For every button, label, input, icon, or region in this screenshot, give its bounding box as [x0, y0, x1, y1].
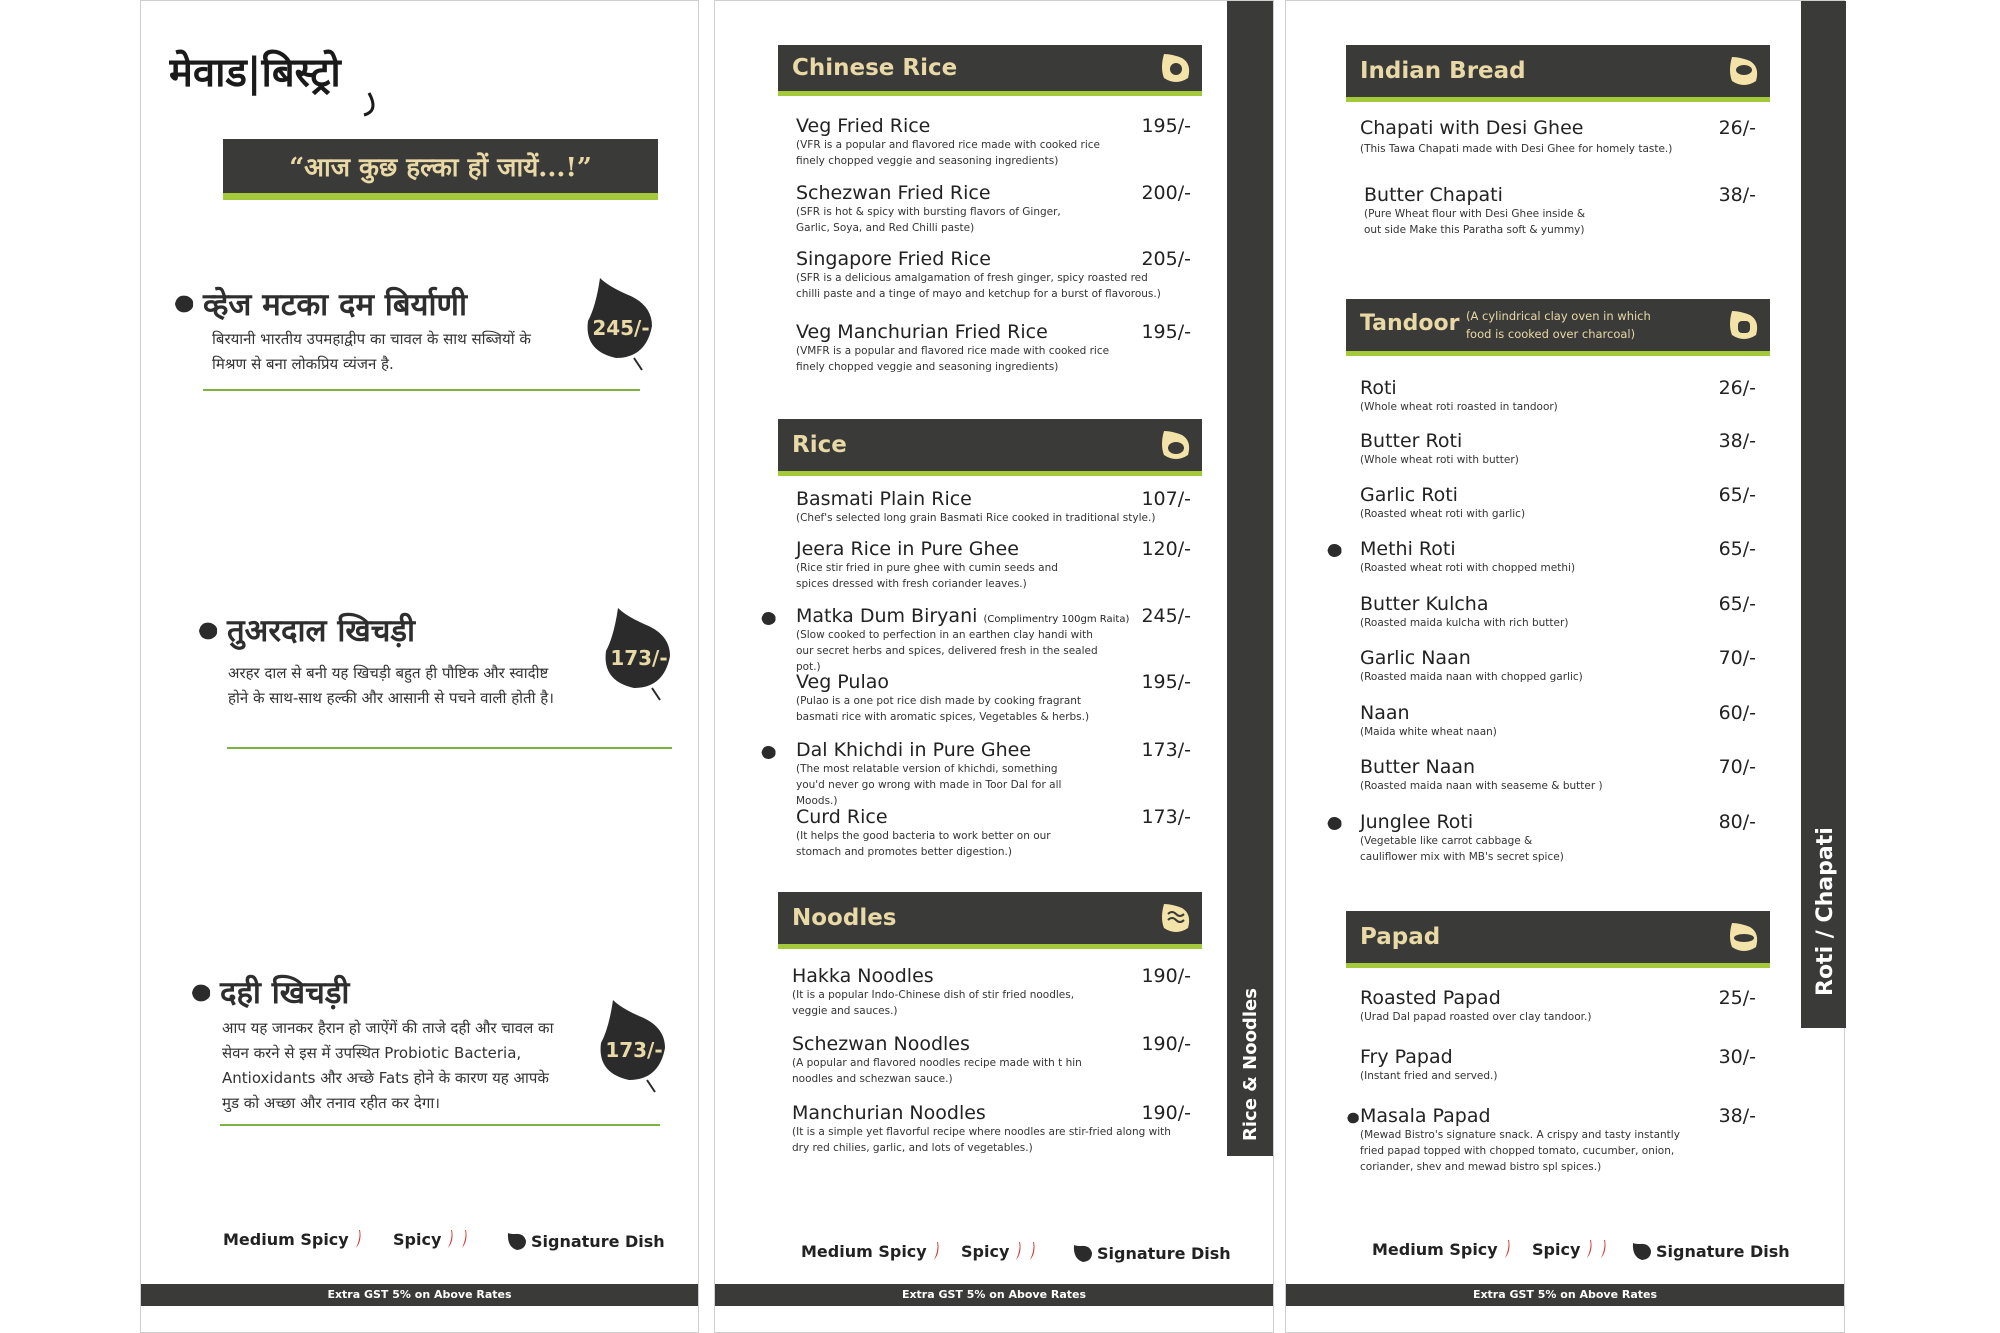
- section-header-rice: [778, 419, 1202, 471]
- menu-item: [1360, 702, 1756, 740]
- legend-signature-label: Signature Dish: [1656, 1241, 1790, 1261]
- gst-footer: Extra GST 5% on Above Rates: [715, 1284, 1273, 1306]
- dish-description: बिरयानी भारतीय उपमहाद्वीप का चावल के साथ सब्जियों के मिश्रण से बना लोकप्रिय व्यंजन है.: [212, 330, 531, 373]
- divider: [203, 389, 640, 391]
- menu-item: [796, 488, 1191, 526]
- item-description: (Rice stir fried in pure ghee with cumin seeds and spices dressed with fresh coriander leaves.): [796, 562, 1058, 590]
- item-name: Hakka Noodles: [792, 965, 934, 987]
- menu-item: [796, 671, 1191, 725]
- section-header-papad: [1346, 911, 1770, 963]
- item-price: 245/-: [1141, 605, 1191, 627]
- item-description: (A popular and flavored noodles recipe made with t hin noodles and schezwan sauce.): [792, 1057, 1082, 1085]
- dish-price: 245/-: [592, 316, 650, 340]
- item-name: Manchurian Noodles: [792, 1102, 986, 1124]
- item-price: 80/-: [1718, 811, 1756, 833]
- divider: [220, 1124, 660, 1126]
- dish-title: दही खिचड़ी: [220, 975, 350, 1011]
- item-description: (VMFR is a popular and flavored rice made with cooked rice finely chopped veggie and seasoning ingredients): [796, 345, 1110, 373]
- section-header-noodles: [778, 892, 1202, 944]
- side-tab: [1801, 1, 1846, 1028]
- item-price: 65/-: [1718, 593, 1756, 615]
- price-leaf: [599, 998, 669, 1093]
- dish-price: 173/-: [610, 646, 668, 670]
- menu-item: [796, 739, 1191, 809]
- side-tab: [1227, 1, 1273, 1156]
- menu-item: [1360, 377, 1756, 415]
- tandoor-icon: [1726, 307, 1762, 343]
- item-description: (Roasted maida naan with seaseme & butter ): [1360, 780, 1603, 792]
- section-title: Papad: [1360, 924, 1441, 950]
- item-name: Butter Chapati: [1364, 184, 1503, 206]
- item-name: Dal Khichdi in Pure Ghee: [796, 739, 1032, 761]
- menu-item: [1360, 484, 1756, 522]
- signature-leaf-icon: [173, 293, 195, 315]
- item-price: 25/-: [1718, 987, 1756, 1009]
- item-name: Veg Pulao: [796, 671, 890, 693]
- signature-leaf-icon: [760, 610, 777, 627]
- side-tab-label: Roti / Chapati: [1813, 827, 1838, 996]
- legend-spicy-label: Spicy: [1532, 1239, 1581, 1259]
- item-price: 195/-: [1141, 321, 1191, 343]
- divider: [227, 747, 672, 749]
- item-description: (Roasted wheat roti with chopped methi): [1360, 562, 1576, 574]
- menu-item: [1360, 1105, 1756, 1175]
- menu-item: [1360, 647, 1756, 685]
- item-price: 195/-: [1141, 671, 1191, 693]
- item-name: Chapati with Desi Ghee: [1360, 117, 1584, 139]
- section-underline: [778, 944, 1202, 949]
- legend-signature-label: Signature Dish: [531, 1231, 665, 1251]
- menu-item: [1360, 756, 1756, 794]
- item-name: Schezwan Fried Rice: [796, 182, 991, 204]
- section-underline: [1346, 351, 1770, 356]
- item-price: 65/-: [1718, 538, 1756, 560]
- item-price: 65/-: [1718, 484, 1756, 506]
- dish-price: 173/-: [605, 1038, 663, 1062]
- item-price: 190/-: [1141, 1102, 1191, 1124]
- item-name: Roasted Papad: [1360, 987, 1501, 1009]
- menu-page-rice-noodles: [714, 0, 1274, 1333]
- chili-icon: [1013, 1241, 1023, 1261]
- item-description: (The most relatable version of khichdi, something you'd never go wrong with made in Toor Dal for all Moods.): [796, 763, 1062, 807]
- item-name: Methi Roti: [1360, 538, 1456, 560]
- item-name: Masala Papad: [1360, 1105, 1491, 1127]
- item-name: Veg Fried Rice: [796, 115, 931, 137]
- item-description: (Pulao is a one pot rice dish made by cooking fragrant basmati rice with aromatic spices, Vegetables & herbs.): [796, 695, 1090, 723]
- legend-signature-label: Signature Dish: [1097, 1243, 1231, 1263]
- menu-item: [1360, 538, 1756, 576]
- menu-item: [792, 1102, 1191, 1156]
- item-price: 26/-: [1718, 377, 1756, 399]
- item-name: Butter Roti: [1360, 430, 1463, 452]
- item-price: 120/-: [1141, 538, 1191, 560]
- menu-item: [1360, 811, 1756, 865]
- signature-leaf-icon: [197, 620, 219, 642]
- item-name: Garlic Roti: [1360, 484, 1458, 506]
- item-name: Matka Dum Biryani: [796, 605, 978, 627]
- item-description: (It is a simple yet flavorful recipe where noodles are stir-fried along with dry red chilies, garlic, and lots of vegetables.): [792, 1126, 1171, 1154]
- item-description: (Vegetable like carrot cabbage & cauliflower mix with MB's secret spice): [1360, 835, 1564, 863]
- menu-item: [792, 1033, 1191, 1087]
- section-subtitle: (A cylindrical clay oven in which food is cooked over charcoal): [1466, 309, 1651, 341]
- item-name: Singapore Fried Rice: [796, 248, 991, 270]
- item-description: (Maida white wheat naan): [1360, 726, 1497, 738]
- item-price: 38/-: [1718, 1105, 1756, 1127]
- legend-medium-label: Medium Spicy: [801, 1241, 927, 1261]
- item-price: 26/-: [1718, 117, 1756, 139]
- menu-item: [796, 115, 1191, 169]
- legend-medium-label: Medium Spicy: [1372, 1239, 1498, 1259]
- tagline: “आज कुछ हल्का हों जायें...!”: [223, 139, 658, 193]
- item-price: 70/-: [1718, 756, 1756, 778]
- section-title: Noodles: [792, 905, 897, 931]
- item-price: 38/-: [1718, 430, 1756, 452]
- legend: [223, 1229, 663, 1259]
- item-price: 190/-: [1141, 965, 1191, 987]
- menu-item: [796, 321, 1191, 375]
- chili-icon: [1502, 1239, 1512, 1259]
- item-description: (Mewad Bistro's signature snack. A crispy and tasty instantly fried papad topped with chopped tomato, cucumber, onion, coriander, shev and mewad bistro spl spices.): [1360, 1129, 1680, 1173]
- menu-item: [796, 605, 1191, 675]
- item-price: 205/-: [1141, 248, 1191, 270]
- item-description: (SFR is a delicious amalgamation of fresh ginger, spicy roasted red chilli paste and a tinge of mayo and ketchup for a burst of flavorous.): [796, 272, 1161, 300]
- item-description: (Slow cooked to perfection in an earthen clay handi with our secret herbs and spices, delivered fresh in the sealed pot.): [796, 629, 1098, 673]
- item-name: Fry Papad: [1360, 1046, 1453, 1068]
- item-description: (Whole wheat roti with butter): [1360, 454, 1519, 466]
- section-title: Rice: [792, 432, 847, 458]
- section-underline: [1346, 97, 1770, 102]
- item-name: Basmati Plain Rice: [796, 488, 972, 510]
- item-name: Garlic Naan: [1360, 647, 1471, 669]
- chili-icon: [931, 1241, 941, 1261]
- item-description: (Instant fried and served.): [1360, 1070, 1498, 1082]
- chili-icon: [459, 1229, 469, 1249]
- menu-item: [796, 806, 1191, 860]
- menu-item: [1360, 593, 1756, 631]
- noodles-icon: [1158, 900, 1194, 936]
- section-underline: [778, 91, 1202, 96]
- item-name: Schezwan Noodles: [792, 1033, 970, 1055]
- section-underline: [1346, 963, 1770, 968]
- menu-item: [1360, 1046, 1756, 1084]
- chili-icon: [1598, 1239, 1608, 1259]
- item-price: 70/-: [1718, 647, 1756, 669]
- item-name: Naan: [1360, 702, 1410, 724]
- price-leaf: [604, 606, 674, 701]
- item-price: 173/-: [1141, 739, 1191, 761]
- legend: [801, 1241, 1231, 1271]
- legend-spicy-label: Spicy: [961, 1241, 1010, 1261]
- item-name: Curd Rice: [796, 806, 888, 828]
- menu-item: [792, 965, 1191, 1019]
- section-title: Chinese Rice: [792, 55, 958, 81]
- item-price: 190/-: [1141, 1033, 1191, 1055]
- price-leaf: [586, 276, 656, 371]
- item-description: (Roasted maida naan with chopped garlic): [1360, 671, 1583, 683]
- item-name: Roti: [1360, 377, 1397, 399]
- chili-icon: [445, 1229, 455, 1249]
- item-description: (Pure Wheat flour with Desi Ghee inside & out side Make this Paratha soft & yummy): [1364, 208, 1586, 236]
- menu-item: [796, 538, 1191, 592]
- item-price: 38/-: [1718, 184, 1756, 206]
- signature-leaf-icon: [1346, 1111, 1360, 1125]
- legend-medium-label: Medium Spicy: [223, 1229, 349, 1249]
- dish-title: व्हेज मटका दम बिर्याणी: [203, 287, 467, 323]
- tagline-underline: [223, 193, 658, 200]
- item-description: (Roasted wheat roti with garlic): [1360, 508, 1526, 520]
- item-name: Jeera Rice in Pure Ghee: [796, 538, 1019, 560]
- item-description: (SFR is hot & spicy with bursting flavors of Ginger, Garlic, Soya, and Red Chilli paste): [796, 206, 1061, 234]
- menu-item: [796, 182, 1191, 236]
- section-title: Tandoor: [1360, 311, 1460, 336]
- bread-icon: [1726, 53, 1762, 89]
- chili-icon: [353, 1229, 363, 1249]
- legend: [1372, 1239, 1792, 1269]
- papad-icon: [1726, 919, 1762, 955]
- rice-pot-icon: [1158, 427, 1194, 463]
- menu-item: [1360, 987, 1756, 1025]
- menu-item: [796, 248, 1191, 302]
- item-description: (It is a popular Indo-Chinese dish of stir fried noodles, veggie and sauces.): [792, 989, 1075, 1017]
- logo-text: मेवाड|बिस्ट्रो: [169, 49, 341, 96]
- side-tab-label: Rice & Noodles: [1240, 988, 1261, 1141]
- item-description: (VFR is a popular and flavored rice made with cooked rice finely chopped veggie and seasoning ingredients): [796, 139, 1100, 167]
- item-name: Veg Manchurian Fried Rice: [796, 321, 1048, 343]
- item-description: (Whole wheat roti roasted in tandoor): [1360, 401, 1558, 413]
- item-description: (Chef's selected long grain Basmati Rice cooked in traditional style.): [796, 512, 1156, 524]
- menu-item: [1364, 184, 1756, 238]
- item-note: (Complimentry 100gm Raita): [983, 614, 1130, 625]
- gst-footer: Extra GST 5% on Above Rates: [141, 1284, 698, 1306]
- signature-leaf-icon: [505, 1229, 527, 1253]
- item-price: 200/-: [1141, 182, 1191, 204]
- section-header-indian-bread: [1346, 45, 1770, 97]
- chili-icon: [1027, 1241, 1037, 1261]
- signature-leaf-icon: [1630, 1239, 1652, 1263]
- legend-spicy-label: Spicy: [393, 1229, 442, 1249]
- section-header-tandoor: [1346, 299, 1770, 351]
- item-price: 60/-: [1718, 702, 1756, 724]
- signature-leaf-icon: [190, 982, 212, 1004]
- item-description: (Roasted maida kulcha with rich butter): [1360, 617, 1569, 629]
- signature-leaf-icon: [1071, 1241, 1093, 1265]
- rice-bowl-icon: [1158, 50, 1194, 86]
- dish-description: आप यह जानकर हैरान हो जाऐंगें की ताजे दही और चावल का सेवन करने से इस में उपस्थित Probiotic Bacteria, Antioxidants और अच्छे Fats होने के कारण यह आपके मुड को अच्छा और तनाव रहीत कर देगा।: [222, 1019, 554, 1112]
- section-header-chinese-rice: [778, 45, 1202, 91]
- item-name: Butter Kulcha: [1360, 593, 1489, 615]
- menu-page-hindi-specials: [140, 0, 699, 1333]
- item-description: (Urad Dal papad roasted over clay tandoor.): [1360, 1011, 1592, 1023]
- item-description: (This Tawa Chapati made with Desi Ghee for homely taste.): [1360, 143, 1673, 155]
- item-name: Butter Naan: [1360, 756, 1476, 778]
- signature-leaf-icon: [1326, 815, 1343, 832]
- gst-footer: Extra GST 5% on Above Rates: [1286, 1284, 1844, 1306]
- section-title: Indian Bread: [1360, 58, 1526, 84]
- section-underline: [778, 471, 1202, 476]
- item-description: (It helps the good bacteria to work better on our stomach and promotes better digestion.): [796, 830, 1051, 858]
- signature-leaf-icon: [1326, 542, 1343, 559]
- item-price: 107/-: [1141, 488, 1191, 510]
- menu-item: [1360, 430, 1756, 468]
- menu-page-roti-chapati: [1285, 0, 1845, 1333]
- signature-leaf-icon: [760, 744, 777, 761]
- item-price: 30/-: [1718, 1046, 1756, 1068]
- item-price: 173/-: [1141, 806, 1191, 828]
- dish-description: अरहर दाल से बनी यह खिचड़ी बहुत ही पौष्टिक और स्वादीष्ट होने के साथ-साथ हल्की और आसानी से पचने वाली होती है।: [228, 664, 554, 707]
- dish-title: तुअरदाल खिचड़ी: [227, 613, 416, 649]
- item-name: Junglee Roti: [1360, 811, 1474, 833]
- chili-icon: [1584, 1239, 1594, 1259]
- item-price: 195/-: [1141, 115, 1191, 137]
- logo: [169, 31, 469, 121]
- menu-item: [1360, 117, 1756, 157]
